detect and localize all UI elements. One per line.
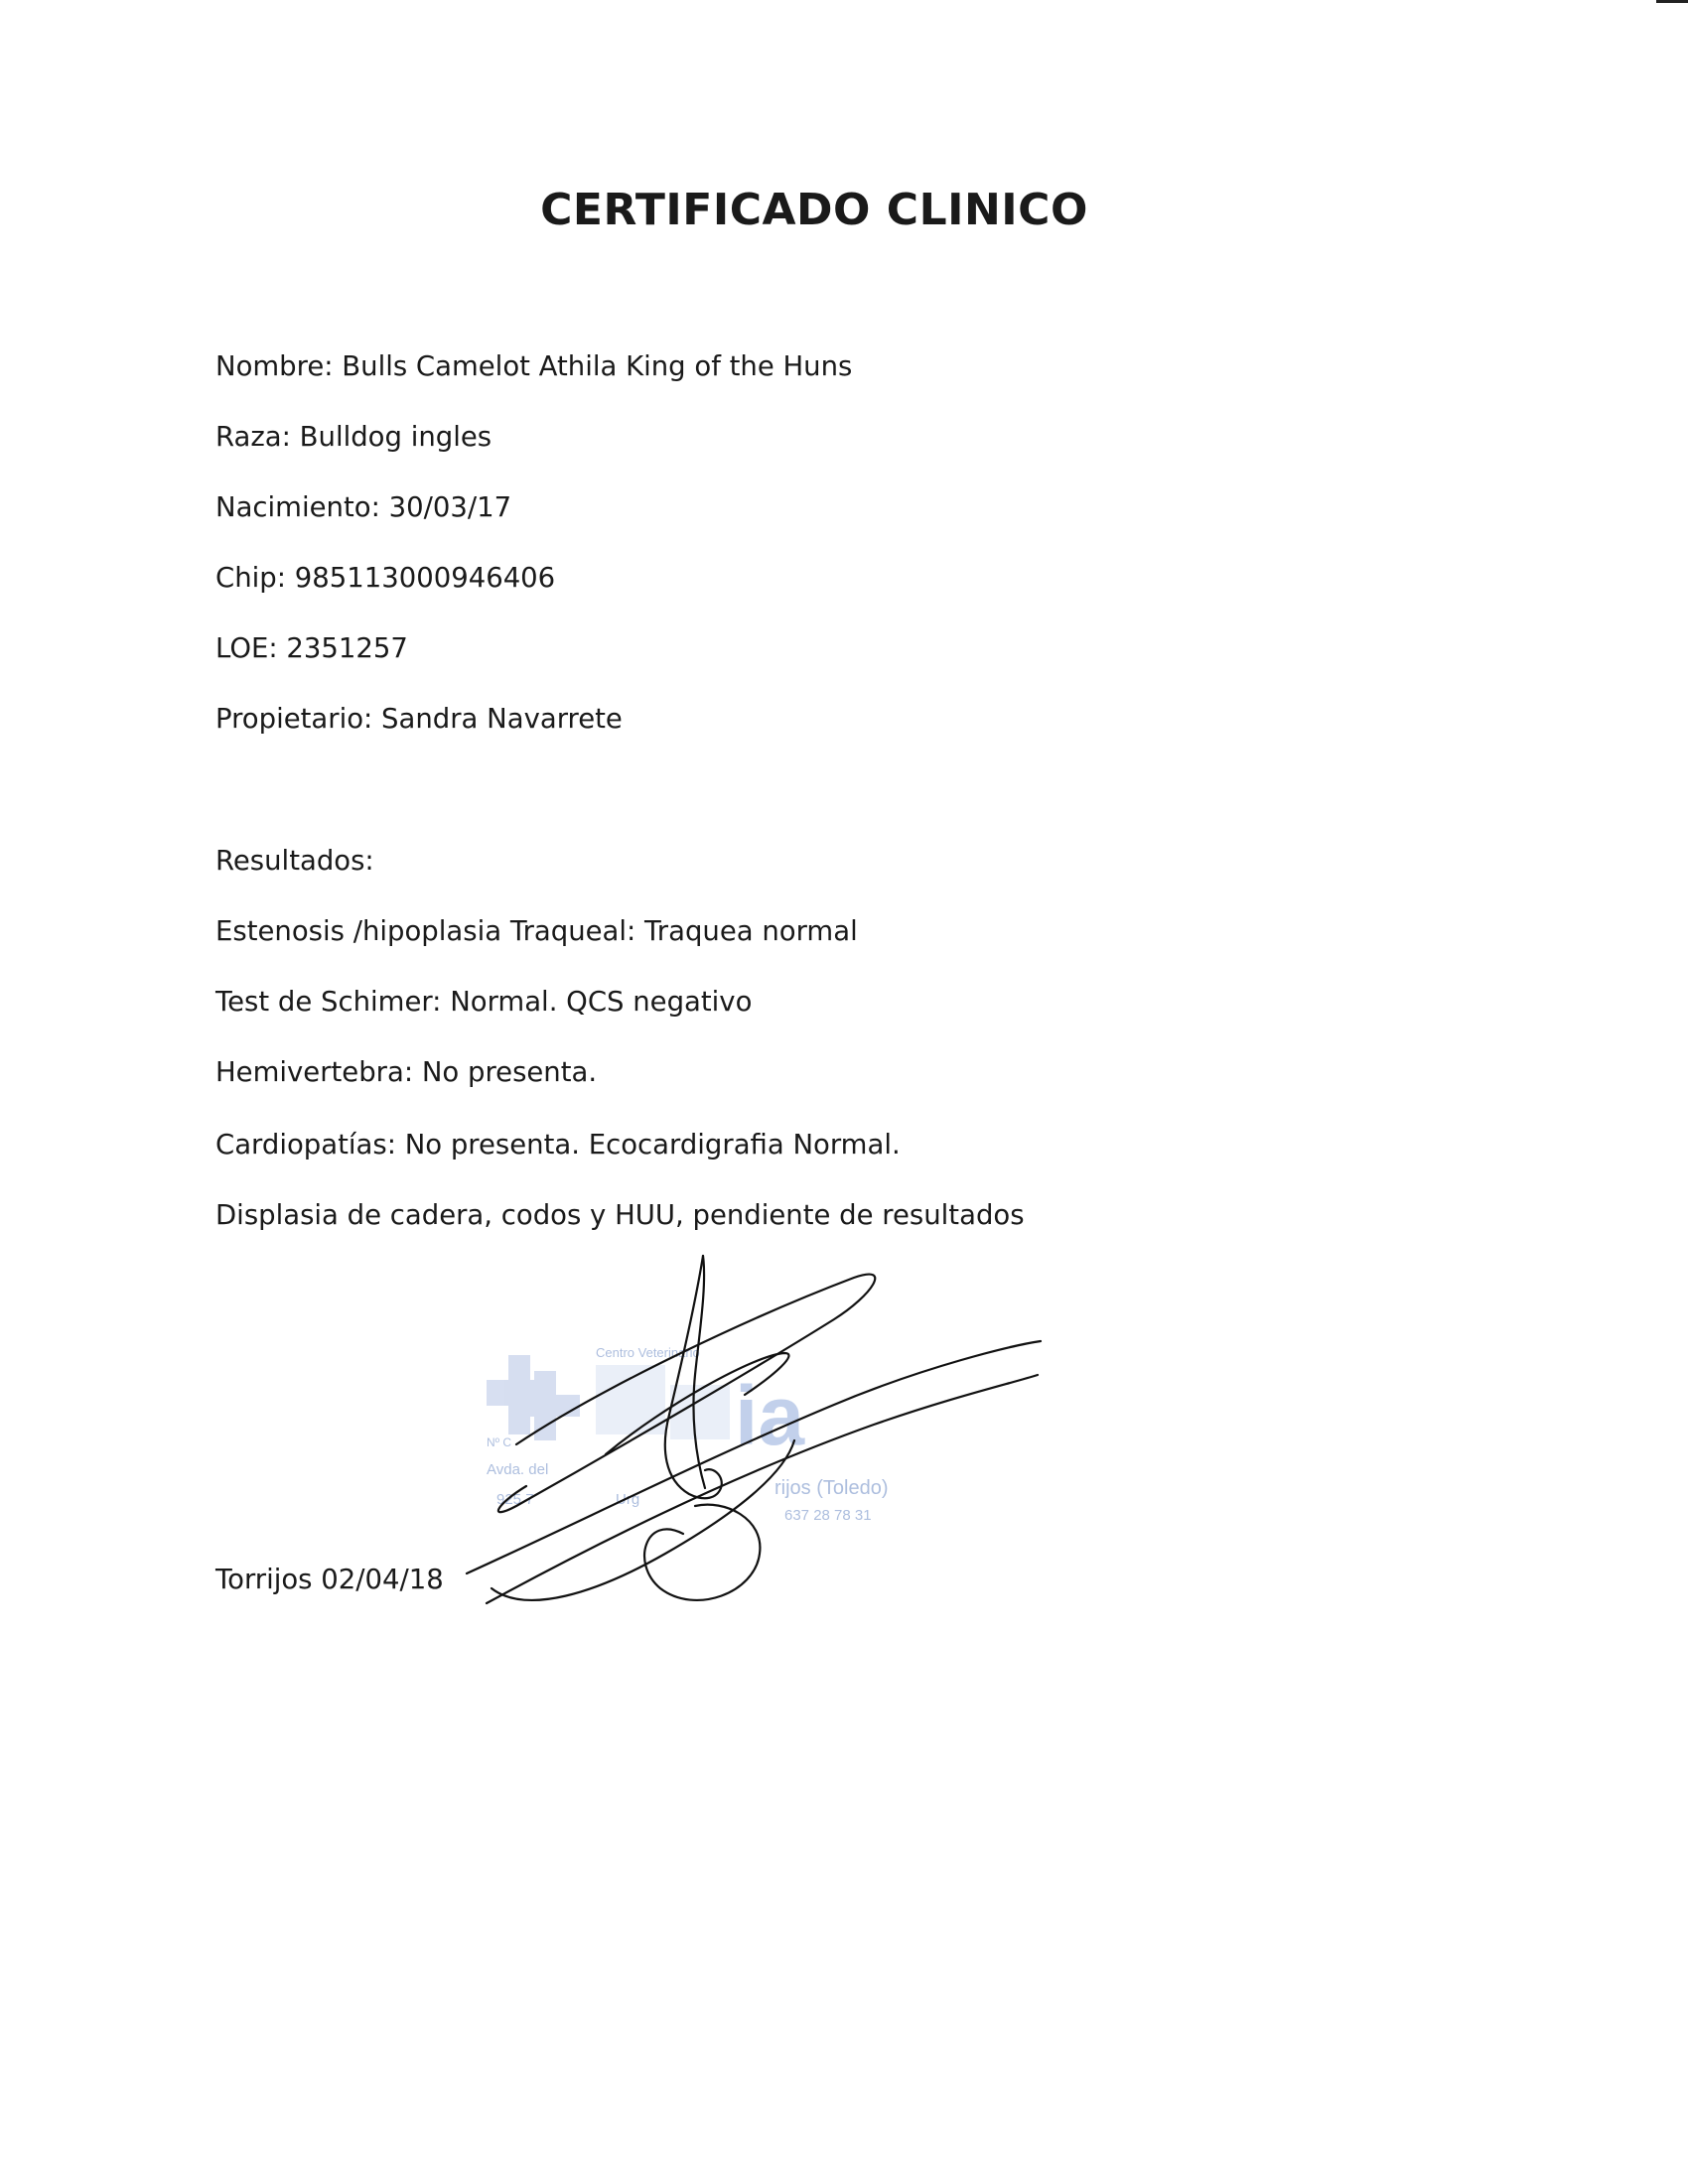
field-chip: Chip: 985113000946406 (215, 562, 556, 594)
stamp-line-5: Urg (616, 1491, 640, 1508)
field-loe: LOE: 2351257 (215, 632, 408, 664)
handwritten-signature (457, 1246, 1053, 1623)
result-hemivertebra: Hemivertebra: No presenta. (215, 1056, 598, 1088)
scan-corner-mark (1656, 0, 1688, 3)
result-traqueal: Estenosis /hipoplasia Traqueal: Traquea normal (215, 915, 858, 947)
result-displasia: Displasia de cadera, codos y HUU, pendiente de resultados (215, 1199, 1025, 1231)
place-date: Torrijos 02/04/18 (215, 1564, 444, 1595)
stamp-line-1: Nº C (487, 1435, 512, 1449)
field-raza: Raza: Bulldog ingles (215, 421, 492, 453)
results-heading: Resultados: (215, 845, 374, 877)
stamp-line-4: 925 7 (496, 1491, 534, 1508)
result-cardiopatias: Cardiopatías: No presenta. Ecocardigrafia Normal. (215, 1129, 901, 1160)
svg-text:ia: ia (735, 1369, 805, 1462)
result-schimer: Test de Schimer: Normal. QCS negativo (215, 986, 753, 1018)
stamp-line-6: 637 28 78 31 (784, 1507, 872, 1524)
field-nombre: Nombre: Bulls Camelot Athila King of the Huns (215, 350, 853, 382)
stamp-line-2: Avda. del (487, 1461, 549, 1478)
document-title: CERTIFICADO CLINICO (540, 185, 1088, 235)
field-nacimiento: Nacimiento: 30/03/17 (215, 491, 512, 523)
stamp-header: Centro Veterinario (596, 1345, 700, 1360)
field-propietario: Propietario: Sandra Navarrete (215, 703, 623, 735)
stamp-line-3: rijos (Toledo) (774, 1477, 889, 1499)
